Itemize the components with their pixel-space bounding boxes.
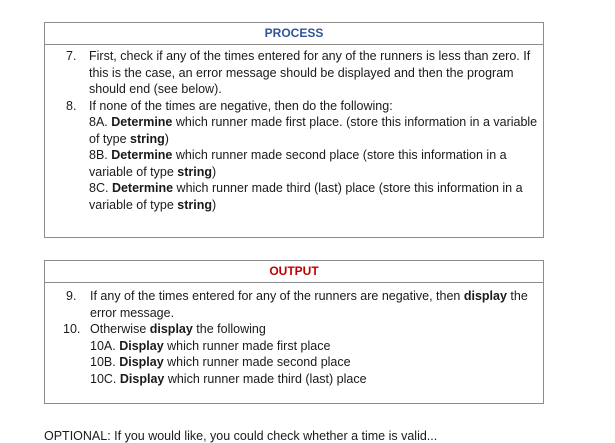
step-10c — [90, 371, 543, 388]
step-9-number: 9. — [66, 289, 77, 303]
output-box — [44, 260, 544, 404]
output-header: OUTPUT — [45, 261, 543, 283]
step-10-keyword: display — [149, 322, 193, 336]
step-8b-label: 8B. — [89, 148, 112, 162]
step-8a-keyword: Determine — [111, 115, 173, 129]
step-8b — [89, 147, 543, 180]
step-8c — [89, 180, 543, 213]
step-7-number: 7. — [66, 49, 77, 63]
step-8-number: 8. — [66, 98, 77, 113]
step-10b-label: 10B. — [90, 355, 120, 369]
step-10b-keyword: Display — [119, 355, 164, 369]
step-8c-keyword: Determine — [111, 181, 174, 195]
cutoff-text-line: OPTIONAL: If you would like, you could check whether a time is valid... — [44, 429, 438, 443]
step-8b-keyword: Determine — [111, 148, 173, 162]
step-8a-text: which runner made first place. (store this information in a variable of type — [89, 115, 538, 146]
output-body — [45, 283, 543, 387]
step-10a-label: 10A. — [90, 338, 120, 353]
step-8b-text: which runner made second place (store this information in a variable of type — [89, 148, 507, 179]
step-10b-text: which runner made second place — [163, 355, 351, 369]
step-8a-label: 8A. — [89, 115, 112, 129]
step-10c-label: 10C. — [90, 371, 120, 386]
step-9-text-end: the error message. — [90, 289, 528, 320]
process-body — [45, 45, 543, 213]
step-10 — [45, 321, 543, 387]
step-8a-end: ) — [164, 131, 169, 146]
step-10c-text: which runner made third (last) place — [164, 371, 367, 386]
step-8 — [45, 98, 543, 214]
step-8b-type: string — [177, 164, 212, 179]
step-10a-text: which runner made first place — [163, 338, 331, 353]
step-10-intro — [90, 321, 543, 338]
step-10a — [90, 338, 543, 355]
step-10a-keyword: Display — [119, 338, 164, 353]
step-8a — [89, 114, 543, 147]
step-8a-type: string — [130, 131, 165, 146]
step-7-text: First, check if any of the times entered for any of the runners is less than zero. If this is the case, an error message should be displayed and then the program should end (see below). — [89, 49, 531, 96]
step-8b-end: ) — [211, 164, 217, 179]
step-7 — [45, 48, 543, 98]
step-8c-text: which runner made third (last) place (store this information in a variable of type — [89, 181, 523, 212]
step-10-number: 10. — [63, 322, 81, 336]
step-8c-type: string — [177, 197, 212, 212]
step-10-text: Otherwise — [90, 322, 150, 336]
step-10c-keyword: Display — [119, 371, 165, 386]
process-box — [44, 22, 544, 238]
step-10b — [90, 354, 543, 371]
step-8-text: If none of the times are negative, then do the following: — [89, 98, 393, 113]
step-8c-end: ) — [211, 197, 217, 212]
process-header: PROCESS — [45, 23, 543, 45]
step-9-keyword: display — [463, 289, 507, 303]
step-9 — [45, 288, 543, 321]
step-10-text-end: the following — [192, 322, 266, 336]
step-9-text: If any of the times entered for any of the runners are negative, then — [90, 289, 464, 303]
step-8c-label: 8C. — [89, 181, 112, 195]
